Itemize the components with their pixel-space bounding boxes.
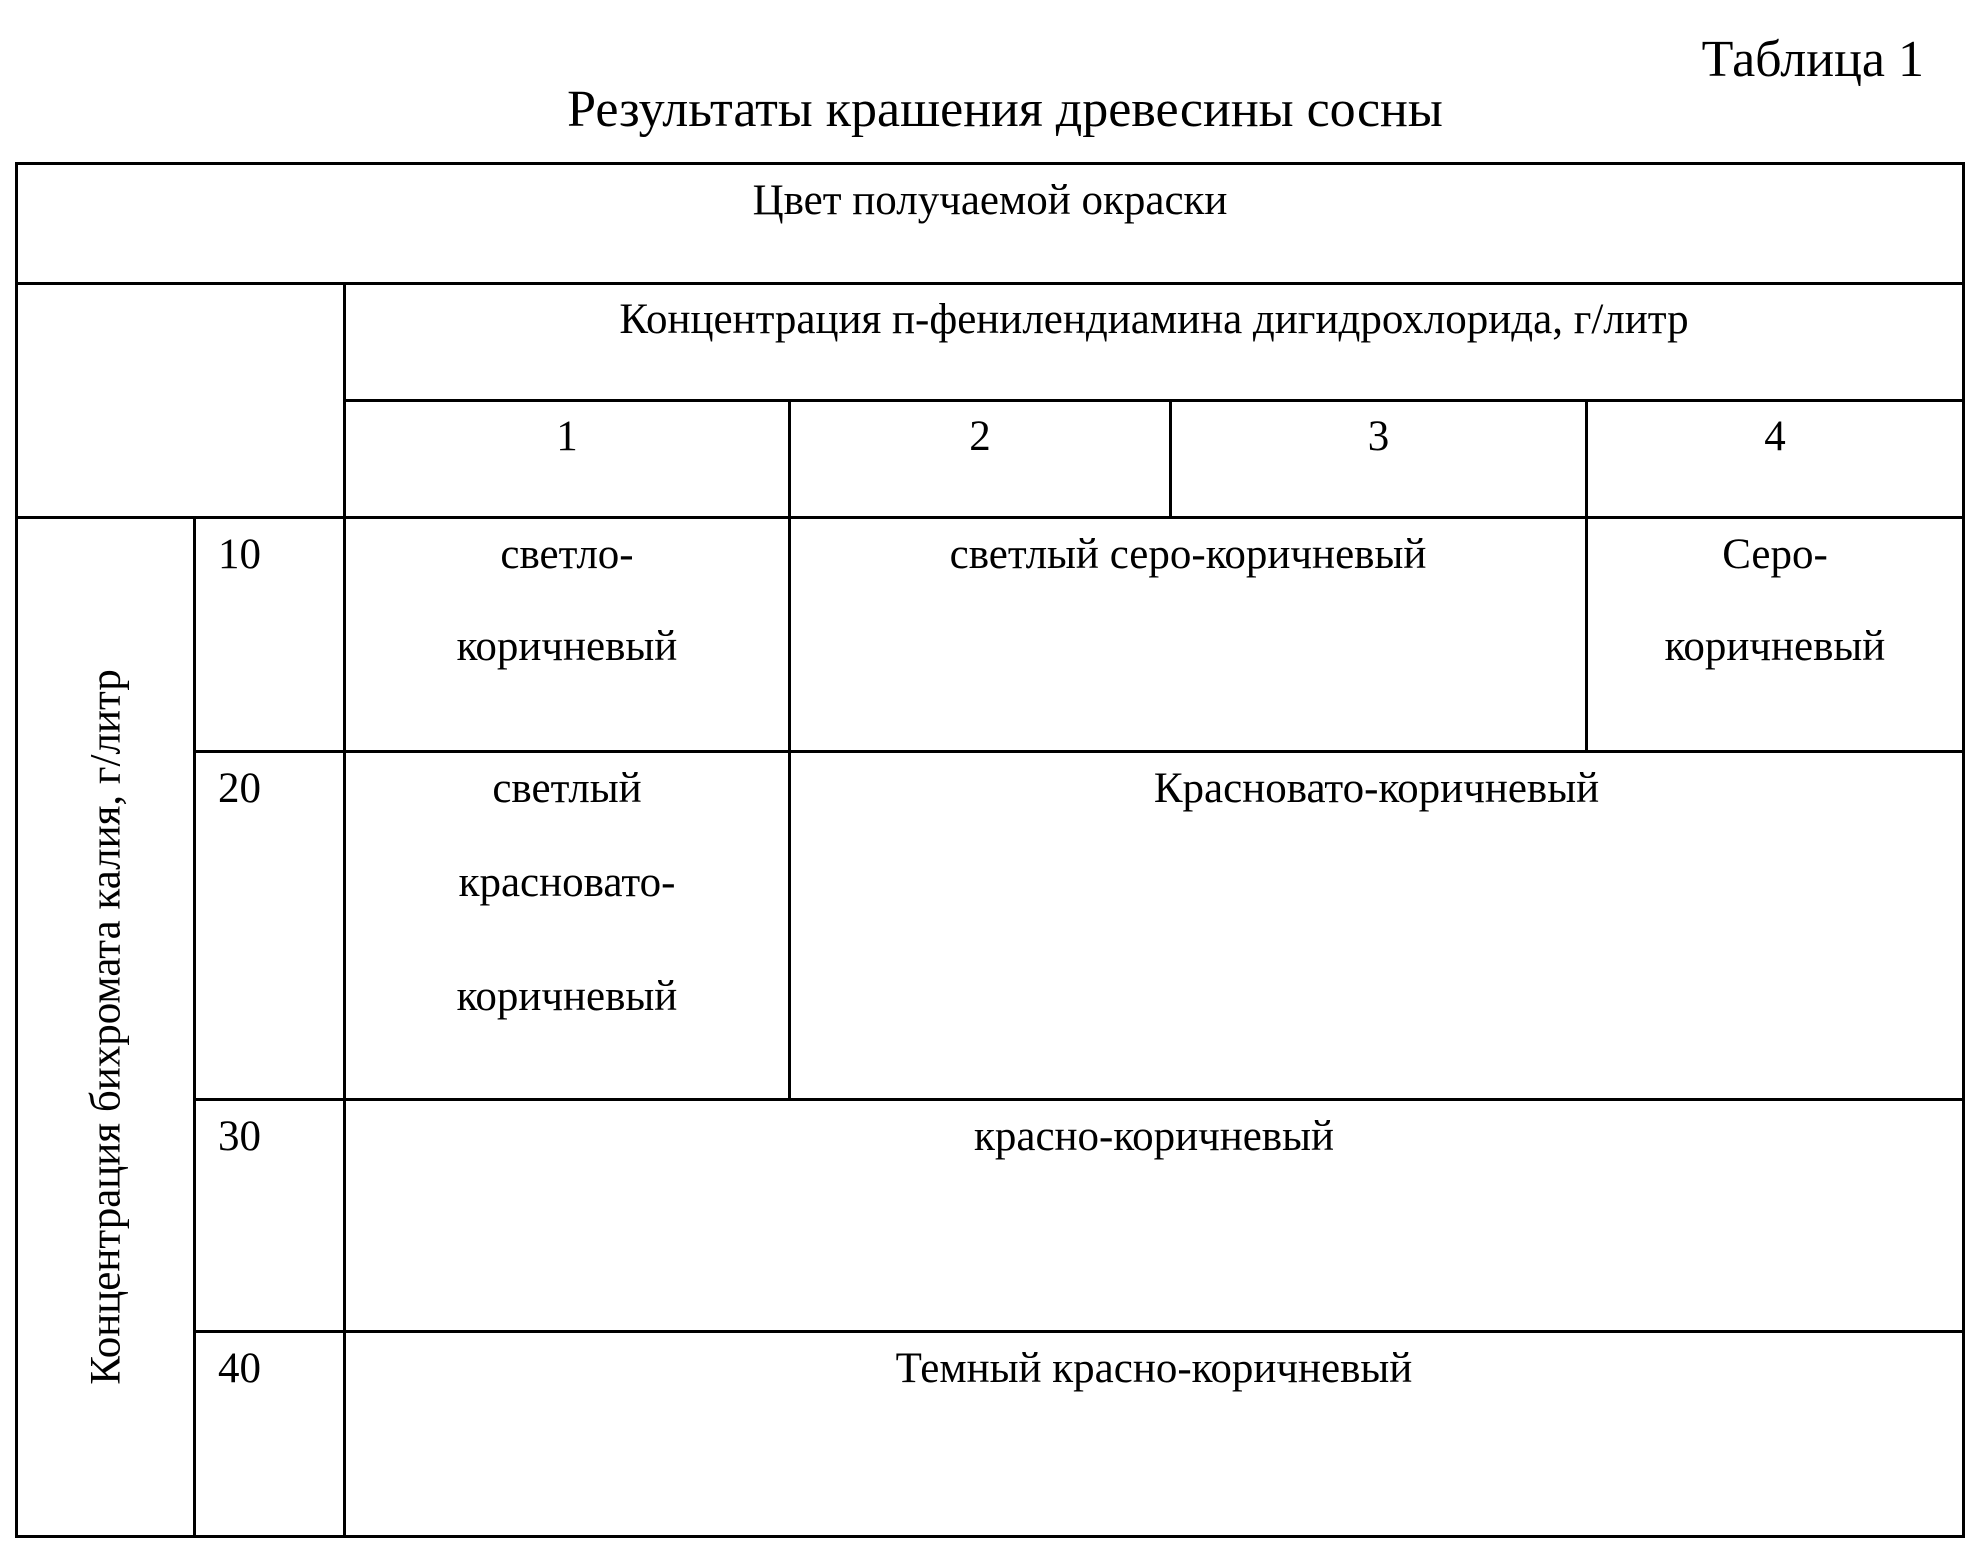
row-value-40: 40 <box>218 1345 261 1392</box>
row30-col1234: красно-коричневый <box>973 1113 1335 1160</box>
row20-col234: Красновато-коричневый <box>1153 765 1600 812</box>
column-header-2: 2 <box>969 413 991 460</box>
row10-col1-line2: коричневый <box>456 623 678 670</box>
header-column-group: Концентрация п-фенилендиамина дигидрохлорида, г/литр <box>619 296 1689 343</box>
header-main: Цвет получаемой окраски <box>752 177 1228 224</box>
column-header-3: 3 <box>1367 413 1390 460</box>
column-header-1: 1 <box>556 413 578 460</box>
row10-col1-line1: светло- <box>500 531 634 578</box>
row-value-20: 20 <box>218 765 261 812</box>
column-header-4: 4 <box>1764 413 1786 460</box>
row10-col23: светлый серо-коричневый <box>949 531 1427 578</box>
row10-col4-line1: Серо- <box>1722 531 1828 578</box>
results-table <box>15 162 1965 1538</box>
row20-col1-line1: светлый <box>492 765 642 812</box>
table-number: Таблица 1 <box>1701 31 1924 88</box>
row10-col1 <box>346 519 788 703</box>
row10-col4-line2: коричневый <box>1664 623 1886 670</box>
row10-col4 <box>1588 519 1962 703</box>
table-title: Результаты крашения древесины сосны <box>567 81 1443 138</box>
row20-col1 <box>346 753 788 1053</box>
row-value-30: 30 <box>218 1113 261 1160</box>
row-group-label-text: Концентрация бихромата калия, г/литр <box>82 669 129 1385</box>
row20-col1-line2: красновато- <box>458 859 676 906</box>
row-value-10: 10 <box>218 531 261 578</box>
row20-col1-line3: коричневый <box>456 973 678 1020</box>
row-group-label <box>18 519 193 1535</box>
row40-col1234: Темный красно-коричневый <box>895 1345 1413 1392</box>
